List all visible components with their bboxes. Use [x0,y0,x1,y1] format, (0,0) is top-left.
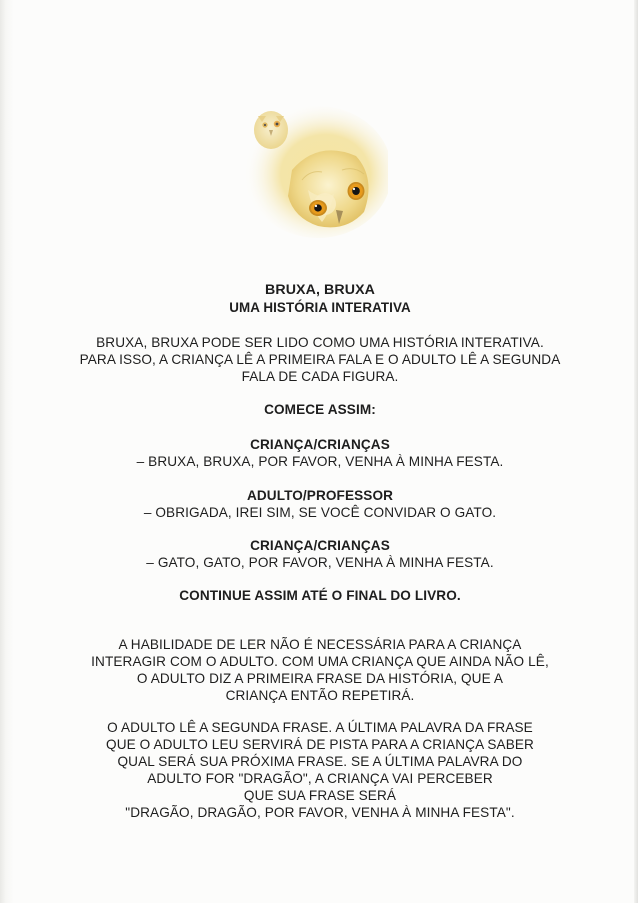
owl-eye-left [309,200,327,216]
paragraph-line: QUE SUA FRASE SERÁ [243,788,397,803]
paragraph-line: QUAL SERÁ SUA PRÓXIMA FRASE. SE A ÚLTIMA PALAVRA DO [117,754,523,769]
start-heading: COMECE ASSIM: [264,402,376,417]
intro-line: PARA ISSO, A CRIANÇA LÊ A PRIMEIRA FALA E O ADULTO LÊ A SEGUNDA [79,352,561,367]
dialogue-line: – OBRIGADA, IREI SIM, SE VOCÊ CONVIDAR O GATO. [143,505,497,520]
story-subtitle: UMA HISTÓRIA INTERATIVA [229,300,411,315]
paragraph-line: CRIANÇA ENTÃO REPETIRÁ. [225,688,415,703]
intro-paragraph [40,334,600,385]
paragraph-line: O ADULTO DIZ A PRIMEIRA FRASE DA HISTÓRIA, QUE A [136,671,504,686]
dialogue-line: – BRUXA, BRUXA, POR FAVOR, VENHA À MINHA FESTA. [136,454,504,469]
owl-eye-right [348,182,365,200]
paragraph-line: INTERAGIR COM O ADULTO. COM UMA CRIANÇA QUE AINDA NÃO LÊ, [91,654,549,669]
page-edge [634,0,638,903]
dialogue-line: – GATO, GATO, POR FAVOR, VENHA À MINHA FESTA. [146,555,494,570]
speaker-label: CRIANÇA/CRIANÇAS [250,538,390,553]
paragraph-line: "DRAGÃO, DRAGÃO, POR FAVOR, VENHA À MINHA FESTA". [125,805,515,820]
small-owl [254,111,288,149]
continue-instruction: CONTINUE ASSIM ATÉ O FINAL DO LIVRO. [179,588,461,603]
speaker-label: CRIANÇA/CRIANÇAS [250,437,390,452]
intro-line: BRUXA, BRUXA PODE SER LIDO COMO UMA HISTÓRIA INTERATIVA. [96,335,544,350]
owl-illustration [238,100,388,240]
reading-ability-paragraph [40,636,600,704]
intro-line: FALA DE CADA FIGURA. [241,369,399,384]
speaker-label: ADULTO/PROFESSOR [246,488,394,503]
paragraph-line: ADULTO FOR "DRAGÃO", A CRIANÇA VAI PERCEBER [147,771,493,786]
clue-paragraph [40,719,600,821]
paragraph-line: O ADULTO LÊ A SEGUNDA FRASE. A ÚLTIMA PALAVRA DA FRASE [107,720,533,735]
paragraph-line: A HABILIDADE DE LER NÃO É NECESSÁRIA PARA A CRIANÇA [118,637,522,652]
story-title: BRUXA, BRUXA [265,282,375,298]
paragraph-line: QUE O ADULTO LEU SERVIRÁ DE PISTA PARA A CRIANÇA SABER [106,737,534,752]
